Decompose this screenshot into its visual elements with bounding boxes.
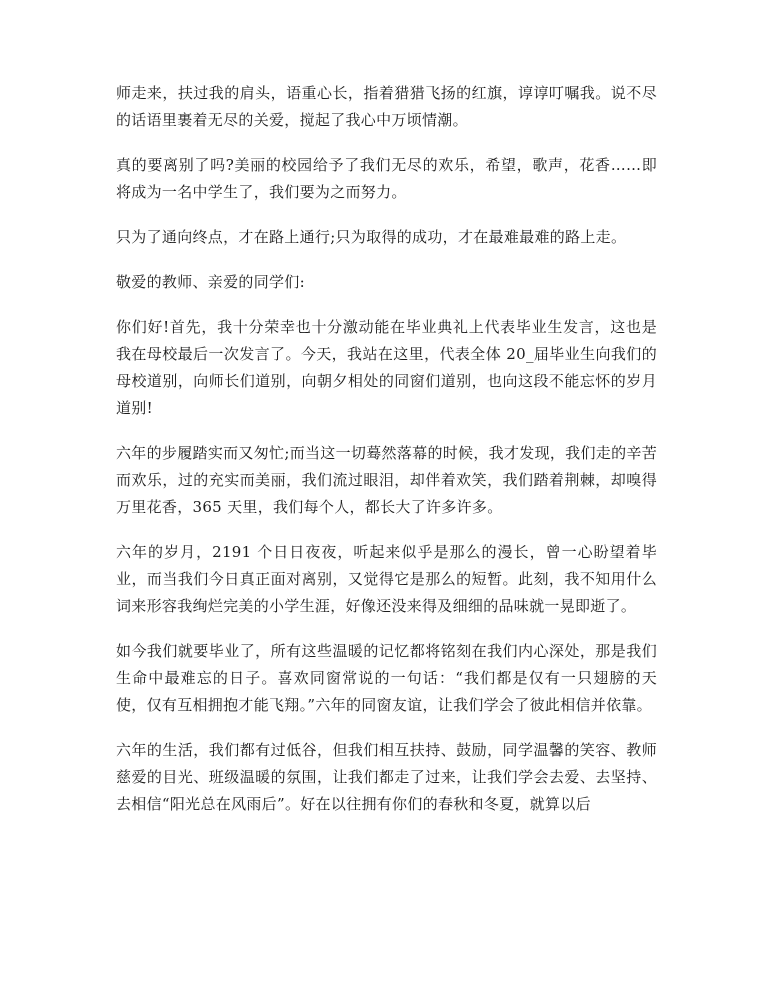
document-body — [116, 80, 657, 836]
paragraph: 六年的生活，我们都有过低谷，但我们相互扶持、鼓励，同学温馨的笑容、教师慈爱的目光、班级温暖的氛围，让我们都走了过来，让我们学会去爱、去坚持、去相信“阳光总在风雨后”。好在以往拥有你们的春秋和冬夏，就算以后 — [116, 741, 657, 813]
paragraph: 只为了通向终点，才在路上通行;只为取得的成功，才在最难最难的路上走。 — [116, 228, 627, 246]
paragraph: 六年的岁月，2191 个日日夜夜，听起来似乎是那么的漫长，曾一心盼望着毕业，而当我们今日真正面对离别，又觉得它是那么的短暂。此刻，我不知用什么词来形容我绚烂完美的小学生涯，好像还没来得及细细的品味就一晃即逝了。 — [116, 543, 657, 615]
paragraph: 六年的步履踏实而又匆忙;而当这一切蓦然落幕的时候，我才发现，我们走的辛苦而欢乐，过的充实而美丽，我们流过眼泪，却伴着欢笑，我们踏着荆棘，却嗅得万里花香，365 天里，我们每个人，都长大了许多许多。 — [116, 444, 657, 516]
paragraph: 敬爱的教师、亲爱的同学们: — [116, 273, 305, 291]
paragraph: 真的要离别了吗?美丽的校园给予了我们无尽的欢乐，希望，歌声，花香……即将成为一名中学生了，我们要为之而努力。 — [116, 156, 657, 201]
paragraph: 师走来，扶过我的肩头，语重心长，指着猎猎飞扬的红旗，谆谆叮嘱我。说不尽的话语里裹着无尽的关爱，搅起了我心中万顷情潮。 — [116, 84, 657, 129]
paragraph: 如今我们就要毕业了，所有这些温暖的记忆都将铭刻在我们内心深处，那是我们生命中最难忘的日子。喜欢同窗常说的一句话：“我们都是仅有一只翅膀的天使，仅有互相拥抱才能飞翔。”六年的同窗友谊，让我们学会了彼此相信并依靠。 — [116, 642, 657, 714]
paragraph: 你们好!首先，我十分荣幸也十分激动能在毕业典礼上代表毕业生发言，这也是我在母校最后一次发言了。今天，我站在这里，代表全体 20_届毕业生向我们的母校道别，向师长们道别，向朝夕相处的同窗们道别，也向这段不能忘怀的岁月道别! — [116, 318, 657, 417]
